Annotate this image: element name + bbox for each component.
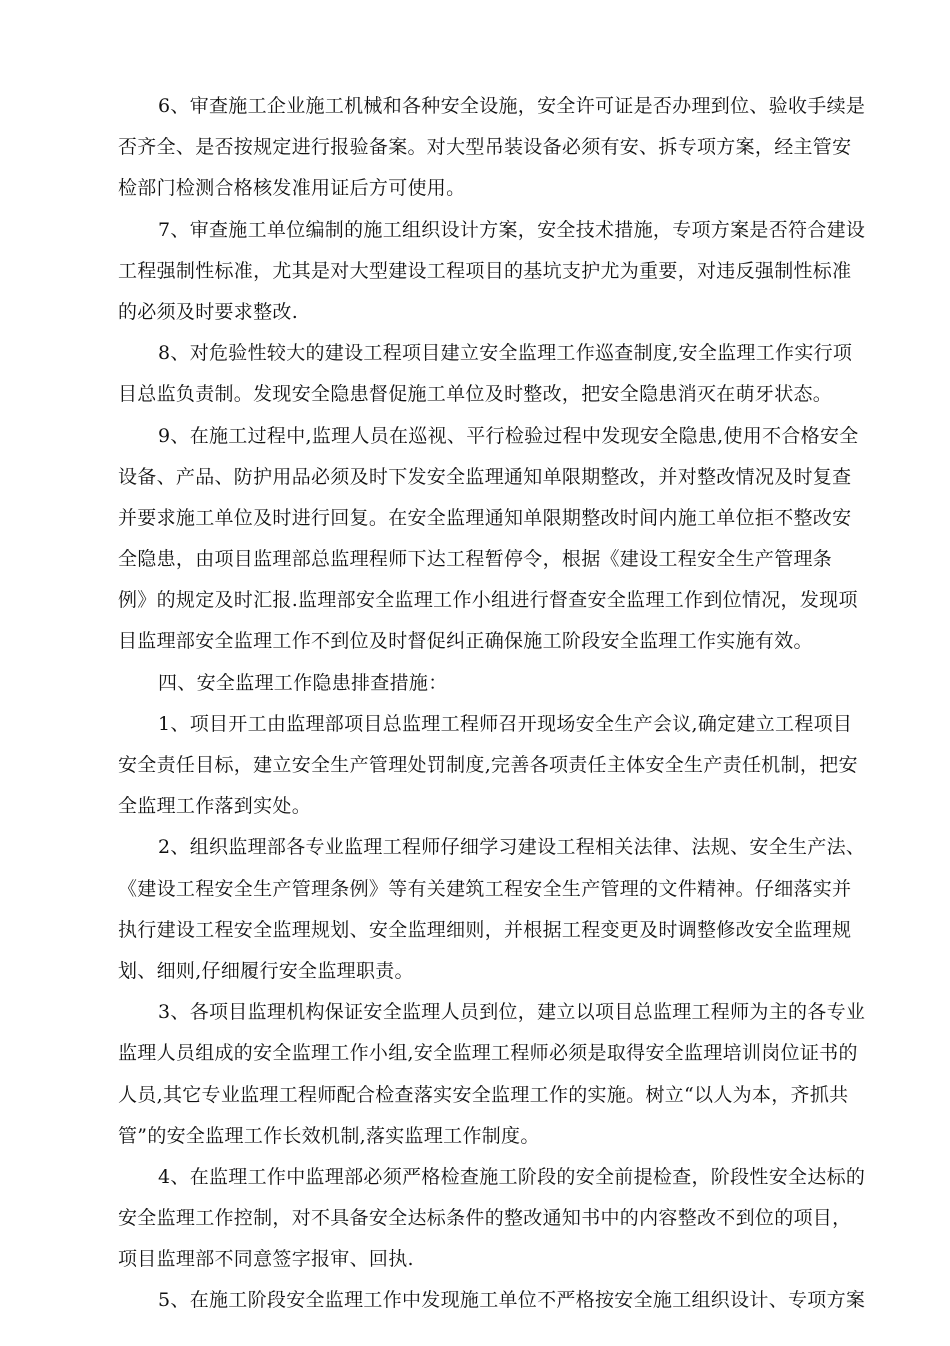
text-line: 8、对危验性较大的建设工程项目建立安全监理工作巡查制度,安全监理工作实行项	[158, 342, 853, 365]
text-line: 工程强制性标准，尤其是对大型建设工程项目的基坑支护尤为重要，对违反强制性标准	[118, 259, 852, 282]
document-body	[118, 86, 883, 1322]
text-line: 目总监负责制。发现安全隐患督促施工单位及时整改，把安全隐患消灭在萌牙状态。	[118, 383, 833, 406]
text-line: 监理人员组成的安全监理工作小组,安全监理工程师必须是取得安全监理培训岗位证书的	[118, 1042, 858, 1065]
text-line: 1、项目开工由监理部项目总监理工程师召开现场安全生产会议,确定建立工程项目	[158, 712, 853, 735]
text-line: 检部门检测合格核发准用证后方可使用。	[118, 177, 466, 200]
text-line: 2、组织监理部各专业监理工程师仔细学习建设工程相关法律、法规、安全生产法、	[158, 836, 866, 859]
text-line: 执行建设工程安全监理规划、安全监理细则，并根据工程变更及时调整修改安全监理规	[118, 918, 852, 941]
text-line: 5、在施工阶段安全监理工作中发现施工单位不严格按安全施工组织设计、专项方案	[158, 1289, 866, 1312]
text-line: 全隐患，由项目监理部总监理程师下达工程暂停令，根据《建设工程安全生产管理条	[118, 548, 833, 571]
text-line: 项目监理部不同意签字报审、回执.	[118, 1248, 414, 1271]
text-line: 否齐全、是否按规定进行报验备案。对大型吊装设备必须有安、拆专项方案，经主管安	[118, 136, 852, 159]
text-line: 6、审查施工企业施工机械和各种安全设施，安全许可证是否办理到位、验收手续是	[158, 95, 866, 117]
text-line: 的必须及时要求整改.	[118, 300, 299, 323]
text-line: 并要求施工单位及时进行回复。在安全监理通知单限期整改时间内施工单位拒不整改安	[118, 506, 852, 529]
text-line: 目监理部安全监理工作不到位及时督促纠正确保施工阶段安全监理工作实施有效。	[118, 630, 813, 653]
text-line: 安全责任目标，建立安全生产管理处罚制度,完善各项责任主体安全生产责任机制，把安	[118, 754, 858, 776]
text-line: 3、各项目监理机构保证安全监理人员到位，建立以项目总监理工程师为主的各专业	[158, 1001, 866, 1024]
text-line: 四、安全监理工作隐患排查措施：	[158, 671, 448, 694]
text-line: 4、在监理工作中监理部必须严格检查施工阶段的安全前提检查，阶段性安全达标的	[158, 1165, 866, 1188]
text-line: 设备、产品、防护用品必须及时下发安全监理通知单限期整改，并对整改情况及时复查	[118, 465, 852, 488]
text-line: 9、在施工过程中,监理人员在巡视、平行检验过程中发现安全隐患,使用不合格安全	[158, 424, 859, 447]
text-line: 7、审查施工单位编制的施工组织设计方案，安全技术措施，专项方案是否符合建设	[158, 218, 866, 241]
text-line: 安全监理工作控制，对不具备安全达标条件的整改通知书中的内容整改不到位的项目，	[118, 1207, 852, 1230]
text-line: 划、细则,仔细履行安全监理职责。	[118, 959, 414, 982]
text-line: 例》的规定及时汇报.监理部安全监理工作小组进行督查安全监理工作到位情况，发现项	[118, 589, 858, 612]
text-line: 管”的安全监理工作长效机制,落实监理工作制度。	[118, 1124, 540, 1147]
text-line: 全监理工作落到实处。	[118, 795, 312, 818]
text-line: 人员,其它专业监理工程师配合检查落实安全监理工作的实施。树立“以人为本，齐抓共	[118, 1083, 849, 1106]
text-line: 《建设工程安全生产管理条例》等有关建筑工程安全生产管理的文件精神。仔细落实并	[118, 877, 852, 900]
